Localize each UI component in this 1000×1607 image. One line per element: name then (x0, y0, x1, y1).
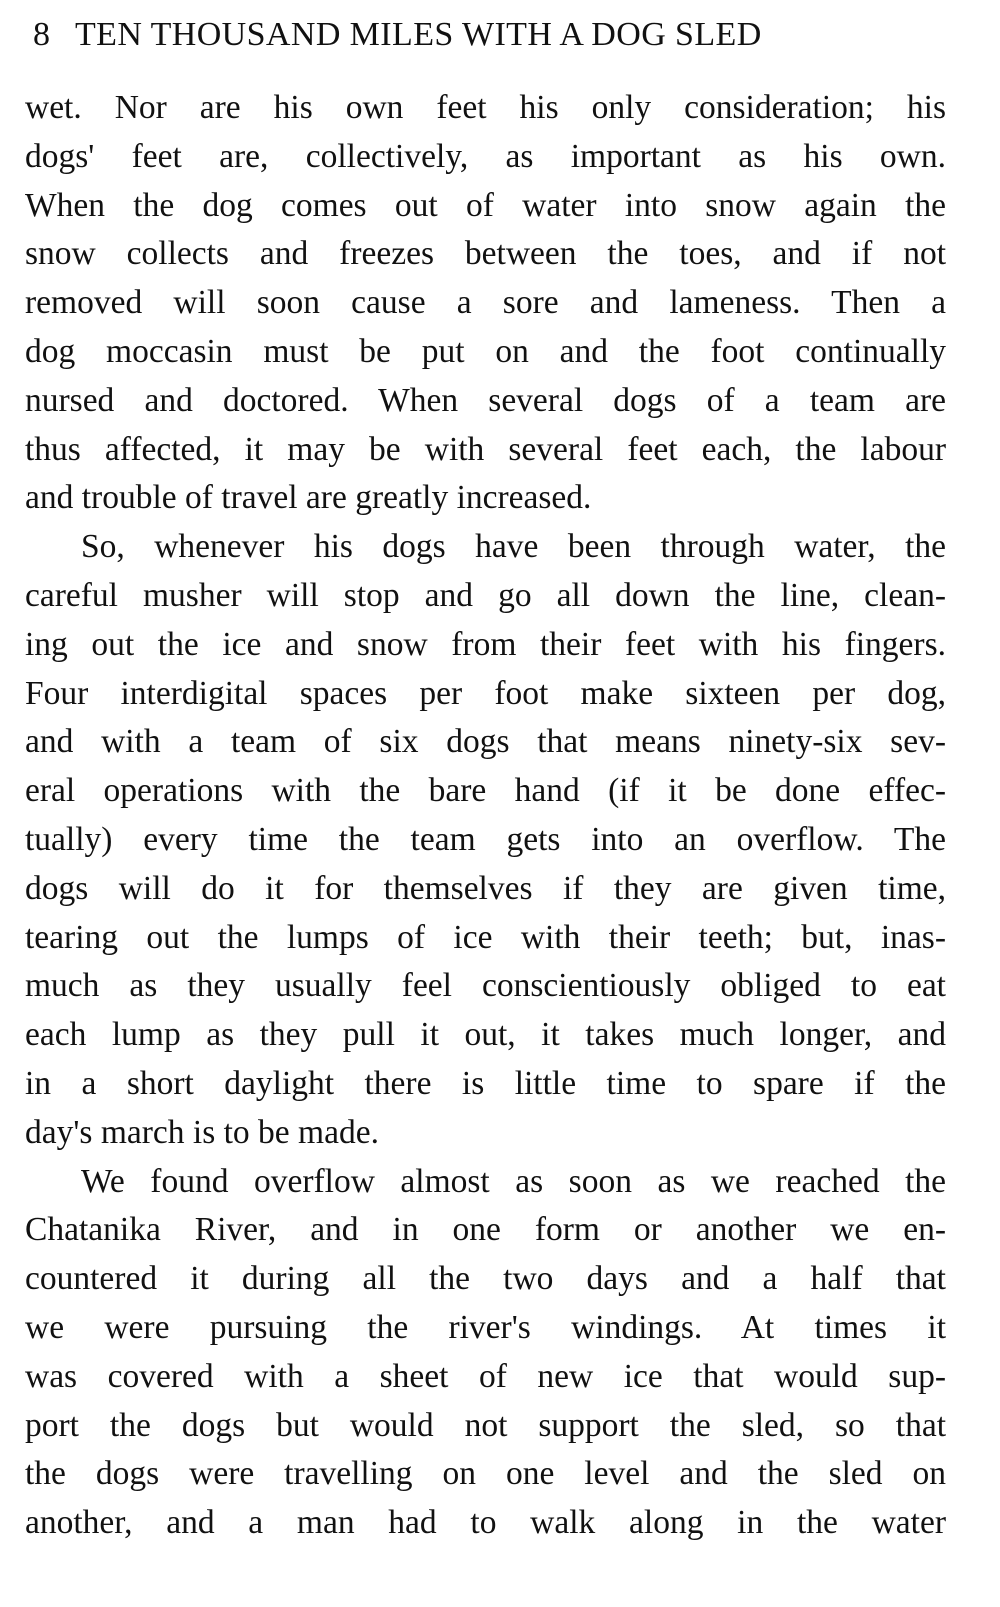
text-line: So, whenever his dogs have been through water, the (81, 528, 946, 566)
text-line: dogs will do it for themselves if they are given time, (25, 869, 946, 907)
text-line: removed will soon cause a sore and lameness. Then a (25, 284, 946, 322)
page-number: 8 (33, 16, 50, 53)
text-line: dog moccasin must be put on and the foot continually (25, 332, 946, 370)
text-line: was covered with a sheet of new ice that would sup- (25, 1357, 946, 1395)
text-line: much as they usually feel conscientiously obliged to eat (25, 967, 946, 1005)
text-line: eral operations with the bare hand (if it be done effec- (25, 772, 946, 810)
text-line: another, and a man had to walk along in the water (25, 1504, 946, 1542)
text-line: nursed and doctored. When several dogs of a team are (25, 381, 946, 419)
text-line: Four interdigital spaces per foot make sixteen per dog, (25, 674, 946, 712)
text-line: we were pursuing the river's windings. At times it (25, 1308, 946, 1346)
text-line: tually) every time the team gets into an overflow. The (25, 820, 946, 858)
text-line: port the dogs but would not support the sled, so that (25, 1406, 946, 1444)
text-line: and trouble of travel are greatly increased. (25, 479, 592, 517)
body-text (25, 84, 946, 1548)
running-title: TEN THOUSAND MILES WITH A DOG SLED (75, 16, 762, 53)
text-line: day's march is to be made. (25, 1113, 379, 1151)
text-line: the dogs were travelling on one level and the sled on (25, 1455, 946, 1493)
text-line: snow collects and freezes between the toes, and if not (25, 235, 946, 273)
text-line: and with a team of six dogs that means ninety-six sev- (25, 723, 946, 761)
text-line: careful musher will stop and go all down the line, clean- (25, 576, 946, 614)
text-line: Chatanika River, and in one form or another we en- (25, 1211, 946, 1249)
text-line: each lump as they pull it out, it takes much longer, and (25, 1016, 946, 1054)
text-line: tearing out the lumps of ice with their teeth; but, inas- (25, 918, 946, 956)
text-line: countered it during all the two days and a half that (25, 1260, 946, 1298)
text-line: thus affected, it may be with several feet each, the labour (25, 430, 946, 468)
running-header (33, 12, 893, 58)
text-line: dogs' feet are, collectively, as important as his own. (25, 137, 946, 175)
text-line: We found overflow almost as soon as we reached the (81, 1162, 946, 1200)
text-line: ing out the ice and snow from their feet with his fingers. (25, 625, 946, 663)
text-line: When the dog comes out of water into snow again the (25, 186, 946, 224)
text-line: wet. Nor are his own feet his only consideration; his (25, 89, 946, 126)
text-line: in a short daylight there is little time to spare if the (25, 1064, 946, 1102)
